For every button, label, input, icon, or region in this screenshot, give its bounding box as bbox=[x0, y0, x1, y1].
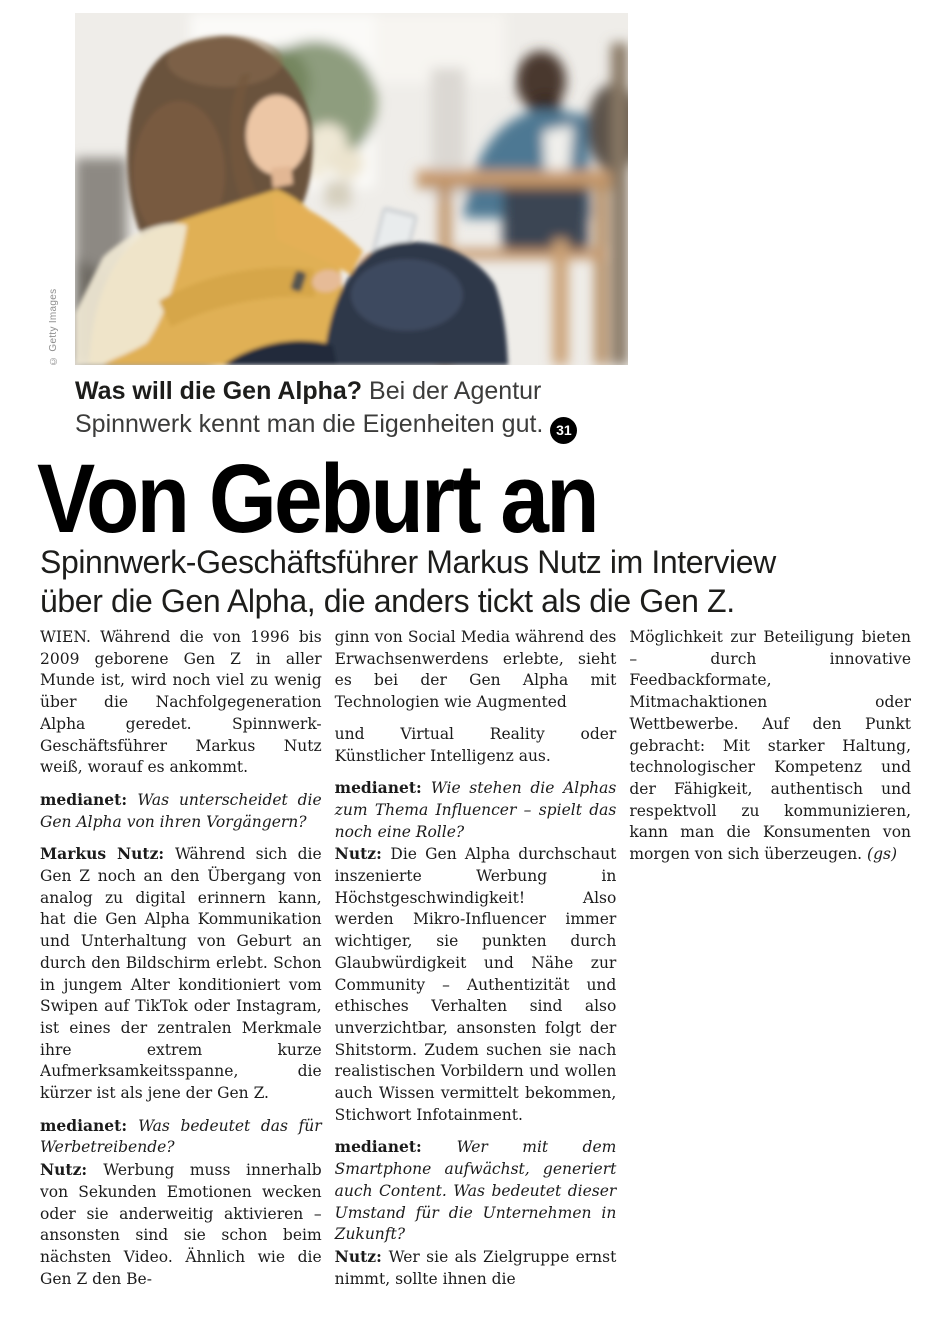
article-photo bbox=[75, 13, 628, 365]
article-paragraph bbox=[40, 627, 322, 779]
article-paragraph bbox=[335, 843, 617, 1126]
article-paragraph bbox=[335, 1136, 617, 1246]
article-paragraph bbox=[335, 777, 617, 843]
text-segment-normal: Die Gen Alpha durchschaut inszenierte Werbung in Höchstgeschwindigkeit! Also werden Mikro-Influencer immer wichtiger, sie punkten durch Glaubwürdigkeit und Nähe zur Community – Authentizität und ethisches Verhalten sind also unverzichtbar, ansonsten folgt der Shitstorm. Zudem suchen sie nach realistischen Vorbildern und wollen auch Wissen vermittelt bekommen, Stichwort Infotainment. bbox=[334, 845, 617, 1124]
text-segment-bold: medianet: bbox=[334, 1137, 457, 1157]
text-segment-bold: Nutz: bbox=[40, 1160, 104, 1180]
text-segment-bold: medianet: bbox=[334, 778, 431, 798]
text-segment-italic: (gs) bbox=[867, 845, 898, 864]
text-segment-normal: Wer sie als Zielgruppe ernst nimmt, sollte ihnen die bbox=[334, 1247, 617, 1288]
article-paragraph bbox=[40, 1159, 322, 1290]
text-segment-normal: WIEN. Während die von 1996 bis 2009 geborene Gen Z in aller Munde ist, wird noch viel zu wenig über die Nachfolgegeneration Alpha geredet. Spinnwerk-Geschäftsführer Markus Nutz weiß, worauf es ankommt. bbox=[40, 628, 322, 777]
text-segment-italic: Was unterscheidet die Gen Alpha von ihren Vorgängern? bbox=[40, 790, 322, 831]
article-paragraph bbox=[40, 1115, 322, 1159]
text-segment-bold: medianet: bbox=[40, 1115, 139, 1135]
text-segment-normal: und Virtual Reality oder Künstlicher Intelligenz aus. bbox=[334, 724, 617, 765]
headline: Von Geburt an bbox=[37, 444, 597, 553]
caption-line2: Spinnwerk kennt man die Eigenheiten gut. bbox=[75, 410, 544, 438]
text-segment-italic: Was bedeutet das für Werbetreibende? bbox=[40, 1116, 322, 1157]
text-segment-bold: Markus Nutz: bbox=[40, 844, 175, 864]
subtitle bbox=[40, 543, 776, 620]
article-paragraph bbox=[335, 724, 617, 767]
text-segment-italic: Wie stehen die Alphas zum Thema Influencer – spielt das noch eine Rolle? bbox=[334, 779, 617, 841]
text-segment-bold: Nutz: bbox=[334, 844, 391, 864]
text-segment-bold: medianet: bbox=[40, 789, 138, 809]
caption-lead: Was will die Gen Alpha? bbox=[75, 377, 363, 405]
text-segment-bold: Nutz: bbox=[334, 1246, 389, 1266]
subtitle-line1: Spinnwerk-Geschäftsführer Markus Nutz im Interview bbox=[40, 544, 776, 580]
text-segment-italic: Wer mit dem Smartphone aufwächst, generiert auch Content. Was bedeutet dieser Umstand für die Unternehmen in Zukunft? bbox=[334, 1138, 617, 1244]
article-paragraph bbox=[335, 1246, 617, 1290]
photo-caption bbox=[75, 375, 647, 444]
subtitle-line2: über die Gen Alpha, die anders tickt als die Gen Z. bbox=[40, 582, 735, 619]
girl-with-smartphone-illustration bbox=[75, 13, 628, 365]
text-segment-normal: Möglichkeit zur Beteiligung bieten – durch innovative Feedbackformate, Mitmachaktionen oder Wettbewerbe. Auf den Punkt gebracht: Mit starker Haltung, technologischer Kompetenz und der Fähigkeit, authentisch und respektvoll zu kommunizieren, kann man die Konsumenten von morgen von sich überzeugen. bbox=[629, 628, 911, 864]
text-segment-normal: Werbung muss innerhalb von Sekunden Emotionen wecken oder sie anderweitig aktivieren – ansonsten sind sie schon beim nächsten Video. Ähnlich wie die Gen Z den Be- bbox=[40, 1161, 322, 1288]
article-paragraph bbox=[40, 789, 322, 833]
article-paragraph bbox=[40, 843, 322, 1104]
text-segment-normal: ginn von Social Media während des Erwachsenwerdens erlebte, sieht es bei der Gen Alpha mit Technologien wie Augmented bbox=[334, 628, 617, 712]
article-paragraph bbox=[629, 627, 911, 866]
article-column bbox=[629, 627, 911, 1336]
page-number-badge: 31 bbox=[550, 417, 577, 444]
article-paragraph bbox=[335, 627, 617, 714]
article-column bbox=[40, 627, 322, 1336]
text-segment-normal: Während sich die Gen Z noch an den Übergang von analog zu digital erinnern kann, hat die Gen Alpha Kommunikation und Unterhaltung von Geburt an durch den Bildschirm erlebt. Schon in jungem Alter konditioniert vom Swipen auf TikTok oder Instagram, ist eines der zentralen Merkmale ihre extrem kurze Aufmerksamkeitsspanne, die kürzer ist als jene der Gen Z. bbox=[40, 845, 322, 1103]
photo-credit: © Getty Images bbox=[48, 288, 59, 366]
article-body bbox=[40, 627, 911, 1336]
caption-rest: Bei der Agentur bbox=[362, 377, 542, 405]
article-column bbox=[335, 627, 617, 1336]
